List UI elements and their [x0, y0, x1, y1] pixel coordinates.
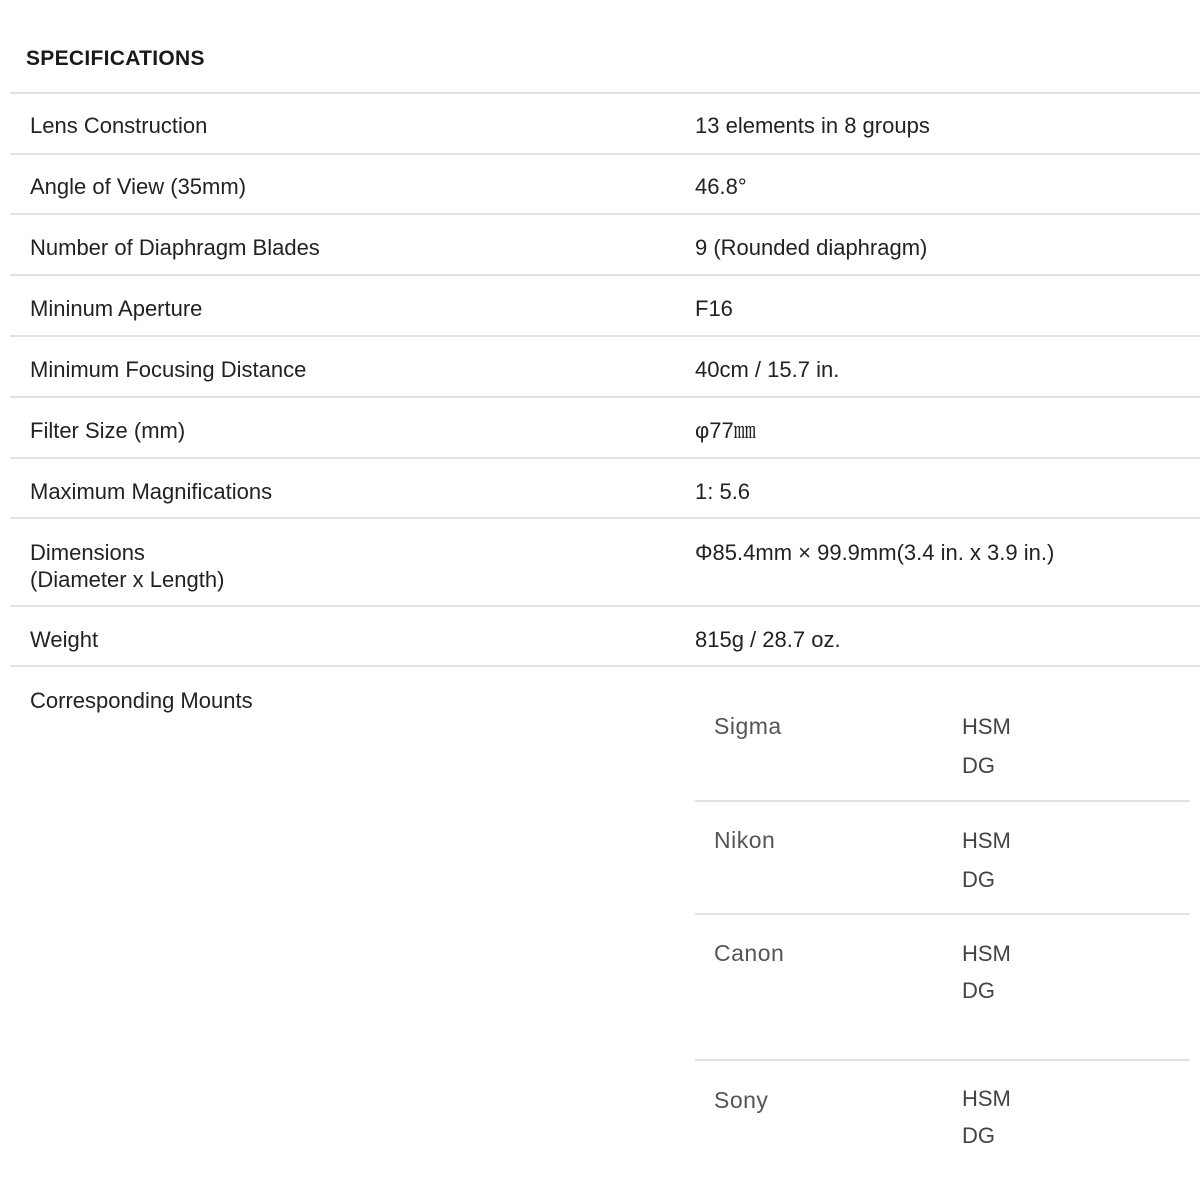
mount-feature: DG [962, 978, 995, 1003]
mount-brand: Sony [714, 1087, 769, 1113]
mount-feature: DG [962, 753, 995, 778]
spec-value: φ77㎜ [695, 418, 756, 443]
divider [10, 274, 1200, 276]
divider [695, 913, 1190, 915]
mount-feature: DG [962, 867, 995, 892]
spec-value: 815g / 28.7 oz. [695, 627, 841, 652]
mount-brand: Sigma [714, 713, 782, 739]
spec-value: 1: 5.6 [695, 479, 751, 504]
spec-value: 40cm / 15.7 in. [695, 357, 840, 382]
spec-label: Weight [30, 627, 99, 652]
spec-value: 13 elements in 8 groups [695, 113, 930, 138]
mount-brand: Nikon [714, 827, 776, 853]
divider [10, 153, 1200, 155]
spec-value: 9 (Rounded diaphragm) [695, 235, 928, 260]
divider [10, 517, 1200, 519]
spec-value: F16 [695, 296, 733, 321]
spec-label: Maximum Magnifications [30, 479, 273, 504]
spec-label: Corresponding Mounts [30, 688, 253, 713]
mount-feature: DG [962, 1123, 995, 1148]
spec-label: Number of Diaphragm Blades [30, 235, 320, 260]
spec-label: Dimensions [30, 540, 145, 565]
mount-feature: HSM [962, 828, 1011, 853]
spec-label: Mininum Aperture [30, 296, 203, 321]
mount-feature: HSM [962, 941, 1011, 966]
divider [10, 335, 1200, 337]
spec-label: Angle of View (35mm) [30, 174, 247, 199]
mount-brand: Canon [714, 940, 785, 966]
spec-label: Minimum Focusing Distance [30, 357, 307, 382]
mount-feature: HSM [962, 714, 1011, 739]
mount-feature: HSM [962, 1086, 1011, 1111]
page-title: SPECIFICATIONS [26, 47, 205, 70]
divider [10, 605, 1200, 607]
spec-label: Lens Construction [30, 113, 208, 138]
divider [695, 1059, 1190, 1061]
spec-value: 46.8° [695, 174, 747, 199]
divider [695, 800, 1190, 802]
divider [10, 92, 1200, 94]
divider [10, 396, 1200, 398]
divider [10, 213, 1200, 215]
divider [10, 665, 1200, 667]
spec-value: Φ85.4mm × 99.9mm(3.4 in. x 3.9 in.) [695, 540, 1055, 565]
spec-label-secondary: (Diameter x Length) [30, 567, 225, 592]
divider [10, 457, 1200, 459]
spec-label: Filter Size (mm) [30, 418, 186, 443]
